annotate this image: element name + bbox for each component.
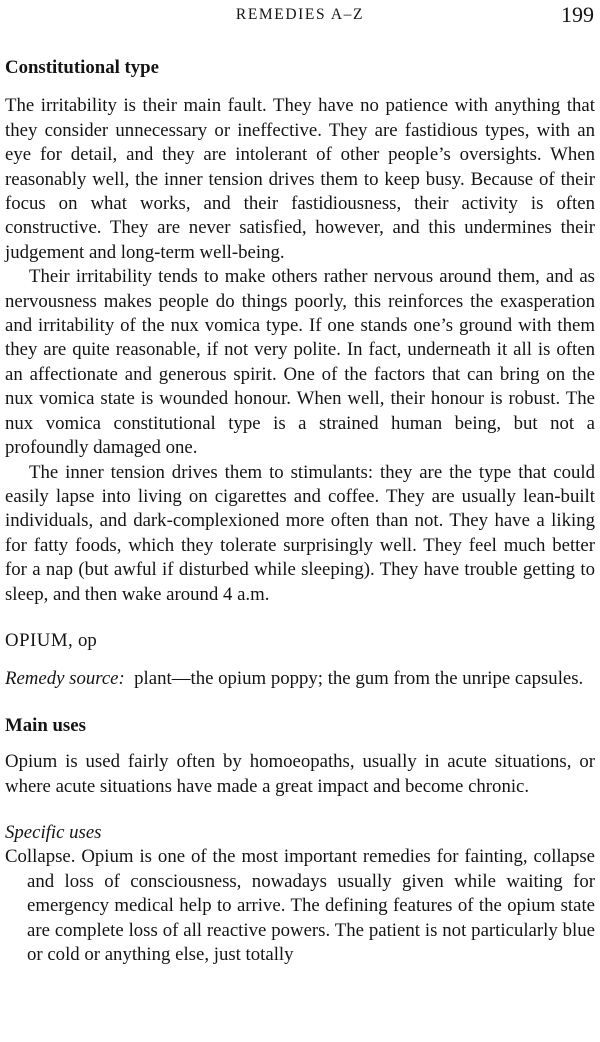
constitutional-paragraph-1: The irritability is their main fault. They have no patience with anything that they consider unnecessary or ineffective. They are fastidious types, with an eye for detail, and they are intolerant of other people’s oversights. When reasonably well, the inner tension drives them to keep busy. Because of their focus on what works, and their fastidiousness, their activity is often constructive. They are never satisfied, however, and this undermines their judgement and long-term well-being. <box>5 95 595 263</box>
main-uses-paragraph: Opium is used fairly often by homoeopaths, usually in acute situations, or where acute situations have made a great impact and become chronic. <box>5 751 595 797</box>
main-uses-heading: Main uses <box>5 714 86 736</box>
remedy-abbreviation: op <box>77 629 97 651</box>
remedy-source <box>5 667 595 691</box>
constitutional-type-heading: Constitutional type <box>5 57 159 78</box>
remedy-heading <box>5 629 595 653</box>
page-content <box>5 56 595 967</box>
main-uses-section <box>5 714 595 799</box>
constitutional-paragraph-3: The inner tension drives them to stimulants: they are the type that could easily lapse into living on cigarettes and coffee. They are usually lean-built individuals, and dark-complexioned more often than not. They have a liking for fatty foods, which they tolerate surprisingly well. They feel much better for a nap (but awful if disturbed while sleeping). They have trouble getting to sleep, and then wake around 4 a.m. <box>5 461 595 605</box>
specific-uses-heading: Specific uses <box>5 821 102 843</box>
constitutional-type-section <box>5 56 595 607</box>
remedy-source-text: plant—the opium poppy; the gum from the unripe capsules. <box>134 668 584 690</box>
constitutional-paragraph-2: Their irritability tends to make others rather nervous around them, and as nervousness makes people do things poorly, this reinforces the exasperation and irritability of the nux vomica type. If one stands one’s ground with them they are quite reasonable, if not very polite. In fact, underneath it all is often an affectionate and generous spirit. One of the factors that can bring on the nux vomica state is wounded honour. When well, their honour is robust. The nux vomica constitutional type is a strained human being, but not a profoundly damaged one. <box>5 266 595 459</box>
specific-uses-paragraph: Collapse. Opium is one of the most important remedies for fainting, collapse and loss of consciousness, nowadays usually given while waiting for emergency medical help to arrive. The defining features of the opium state are complete loss of all reactive powers. The patient is not particularly blue or cold or anything else, just totally <box>5 846 595 965</box>
page-number: 199 <box>561 2 594 27</box>
specific-uses-section <box>5 821 595 967</box>
remedy-name: OPIUM, <box>5 629 74 651</box>
remedy-source-label: Remedy source: <box>5 668 125 690</box>
running-title: REMEDIES A–Z <box>235 6 365 23</box>
running-head <box>0 2 600 30</box>
